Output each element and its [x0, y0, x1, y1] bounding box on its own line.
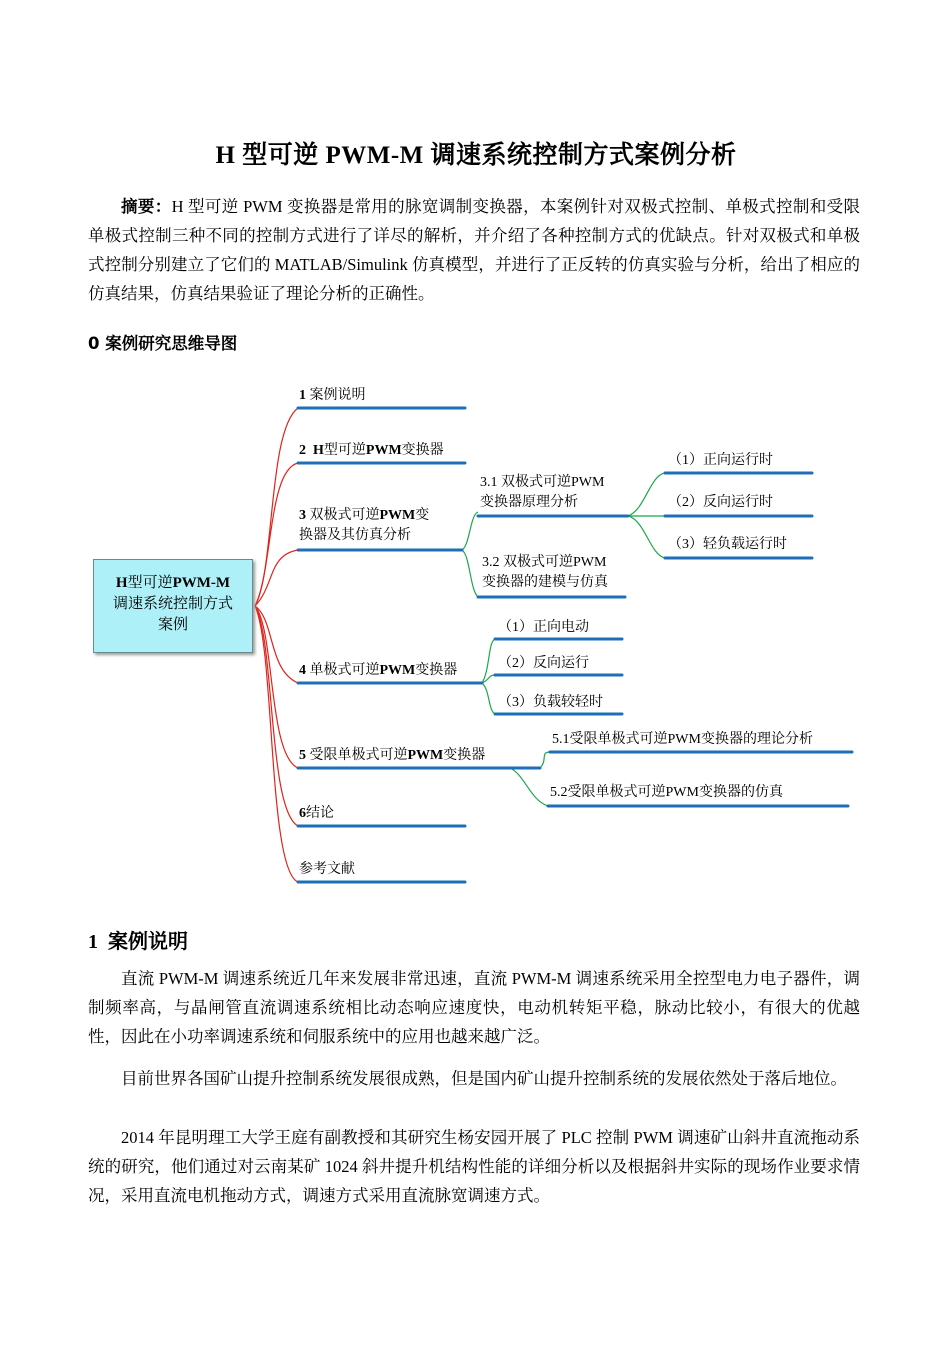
node-4-3: （3）负载较轻时: [498, 695, 603, 710]
node-references: 参考文献: [299, 862, 355, 877]
root-line-3: 案例: [157, 617, 188, 633]
node-1: 1 案例说明: [299, 388, 366, 403]
node-6: 6结论: [299, 806, 334, 821]
node-3: 3 双极式可逆PWM变 换器及其仿真分析: [299, 508, 430, 543]
abstract-label: 摘要：: [121, 197, 172, 216]
page-title: H 型可逆 PWM-M 调速系统控制方式案例分析: [215, 142, 737, 169]
section-1-paragraph-1: 直流 PWM-M 调速系统近几年来发展非常迅速，直流 PWM-M 调速系统采用全控型电力电子器件，调制频率高，与晶闸管直流调速系统相比动态响应速度快，电动机转矩平稳，脉动比较小，有很大的优越性，因此在小功率调速系统和伺服系统中的应用也越来越广泛。: [88, 969, 860, 1046]
node-4-1: （1）正向电动: [498, 620, 589, 635]
node-3-1-1: （1）正向运行时: [668, 453, 773, 468]
node-5-1: 5.1受限单极式可逆PWM变换器的理论分析: [552, 732, 813, 747]
mind-map: [0, 370, 952, 900]
node-3-1-2: （2）反向运行时: [668, 495, 773, 510]
section-1-paragraph-3: 2014 年昆明理工大学王庭有副教授和其研究生杨安园开展了 PLC 控制 PWM 调速矿山斜井直流拖动系统的研究，他们通过对云南某矿 1024 斜井提升机结构性能的详细分析以及根据斜井实际的现场作业要求情况，采用直流电机拖动方式，调速方式采用直流脉宽调速方式。: [88, 1128, 860, 1205]
branch-to-n7: [255, 606, 298, 882]
mind-map-root-node: [93, 559, 253, 653]
root-line-2: 调速系统控制方式: [112, 596, 233, 612]
branch-to-n41: [482, 639, 495, 683]
branch-to-n313: [628, 516, 665, 558]
branch-to-n3: [255, 550, 298, 606]
root-branches: [255, 408, 298, 882]
node-4: 4 单极式可逆PWM变换器: [299, 663, 458, 678]
branch-to-n43: [482, 683, 495, 714]
node-5: 5 受限单极式可逆PWM变换器: [299, 748, 486, 763]
branch-to-n32: [462, 550, 478, 597]
node-3-1: 3.1 双极式可逆PWM 变换器原理分析: [480, 475, 605, 510]
branch-to-n1: [255, 408, 298, 606]
node-4-2: （2）反向运行: [498, 656, 589, 671]
node-3-2: 3.2 双极式可逆PWM 变换器的建模与仿真: [482, 555, 608, 590]
node-5-2: 5.2受限单极式可逆PWM变换器的仿真: [550, 785, 783, 800]
branch-to-n311: [628, 473, 665, 516]
branch-to-n4: [255, 606, 298, 683]
node-3-1-3: （3）轻负载运行时: [668, 537, 787, 552]
branch-to-n31: [462, 512, 478, 550]
section-0-heading: 0 案例研究思维导图: [88, 334, 238, 353]
root-line-1: H型可逆PWM-M: [115, 575, 231, 591]
branch-to-n2: [255, 463, 298, 606]
section-1-paragraph-2: 目前世界各国矿山提升控制系统发展很成熟，但是国内矿山提升控制系统的发展依然处于落后地位。: [121, 1069, 847, 1088]
branch-to-n52: [510, 768, 548, 806]
abstract-text: H 型可逆 PWM 变换器是常用的脉宽调制变换器，本案例针对双极式控制、单极式控制和受限单极式控制三种不同的控制方式进行了详尽的解析，并介绍了各种控制方式的优缺点。针对双极式和单极式控制分别建立了它们的 MATLAB/Simulink 仿真模型，并进行了正反转的仿真实验与分析，给出了相应的仿真结果，仿真结果验证了理论分析的正确性。: [88, 197, 860, 303]
node-2: 2 H型可逆PWM变换器: [299, 443, 444, 458]
abstract-paragraph: [88, 192, 860, 308]
branch-to-n51: [540, 752, 550, 768]
section-1-heading: 1 案例说明: [88, 929, 188, 953]
